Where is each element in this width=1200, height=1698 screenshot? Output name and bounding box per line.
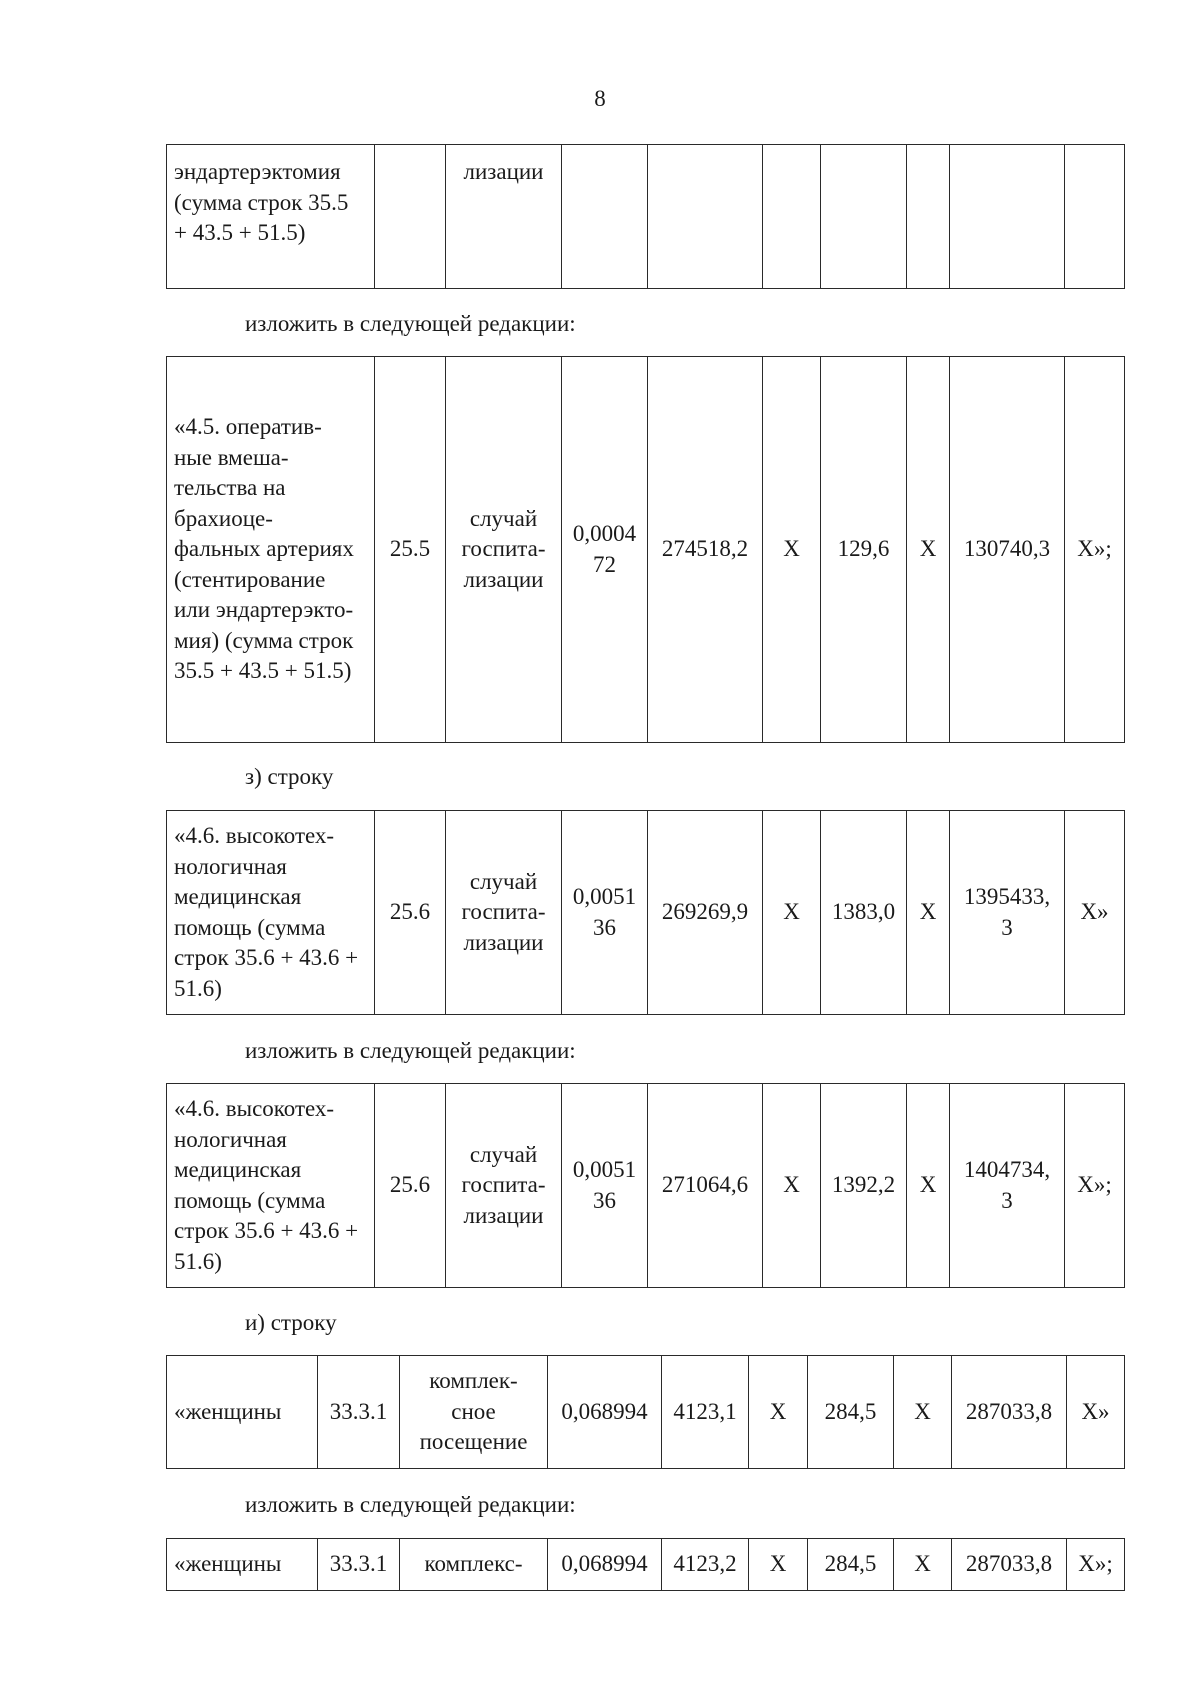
unit-text: комплек-сное посещение	[419, 1368, 528, 1455]
instruction-text: изложить в следующей редакции:	[245, 311, 576, 336]
col7-value: 129,6	[821, 357, 907, 743]
col10-value: X»;	[1065, 357, 1125, 743]
unit-text: случай госпита-лизации	[461, 868, 546, 955]
cost-value: 4123,1	[662, 1356, 749, 1469]
row-name: «4.6. высокотех-нологичная медицинская помощь (сумма строк 35.6 + 43.6 + 51.6)	[174, 1096, 359, 1274]
line-number: 25.5	[375, 357, 446, 743]
row-name-cell	[167, 145, 375, 289]
unit-cell	[446, 357, 562, 743]
norm-cell	[562, 1084, 648, 1288]
instruction-text: и) строку	[245, 1310, 337, 1335]
col10-value: X»;	[1067, 1539, 1125, 1591]
unit-text: комплекс-	[400, 1539, 548, 1591]
row-name-cell	[167, 1084, 375, 1288]
row-name: «4.5. оператив-ные вмеша-тельства на брахиоце-фальных артериях (стентирование или эндартерэкто-мия) (сумма строк 35.5 + 43.5 + 51.5)	[174, 414, 354, 684]
table-row-women-old	[166, 1355, 1125, 1469]
col9-cell	[950, 1084, 1065, 1288]
col9-cell	[950, 811, 1065, 1015]
col6-value: X	[763, 811, 821, 1015]
cost-value: 271064,6	[648, 1084, 763, 1288]
col7-value: 284,5	[808, 1356, 894, 1469]
unit-cell	[446, 811, 562, 1015]
unit-text: случай госпита-лизации	[461, 505, 546, 592]
col8-value: X	[894, 1539, 952, 1591]
table-row-women-new	[166, 1538, 1125, 1591]
unit-text: случай госпита-лизации	[461, 1141, 546, 1228]
col9-value: 1395433, 3	[963, 884, 1051, 940]
instruction-text: з) строку	[245, 764, 334, 789]
table-row-4-6-old	[166, 810, 1125, 1015]
col9-value: 287033,8	[952, 1539, 1067, 1591]
col10-value: X»;	[1065, 1084, 1125, 1288]
col7-cell	[821, 145, 907, 289]
norm-text: 0,0051 36	[572, 884, 637, 940]
cost-value: 269269,9	[648, 811, 763, 1015]
col9-value: 130740,3	[950, 357, 1065, 743]
line-number: 25.6	[375, 1084, 446, 1288]
row-name: «4.6. высокотех-нологичная медицинская помощь (сумма строк 35.6 + 43.6 + 51.6)	[174, 823, 359, 1001]
col10-cell	[1065, 145, 1125, 289]
page-number: 8	[594, 86, 606, 111]
table-row-4-6-new	[166, 1083, 1125, 1288]
col8-value: X	[907, 357, 950, 743]
row-name-cell	[167, 811, 375, 1015]
col10-value: X»	[1065, 811, 1125, 1015]
row-name-cell	[167, 357, 375, 743]
row-name-cell	[167, 1356, 318, 1469]
instruction-text: изложить в следующей редакции:	[245, 1492, 576, 1517]
unit-cell	[446, 145, 562, 289]
norm-value: 0,068994	[548, 1356, 662, 1469]
table-row-4-5-new	[166, 356, 1125, 743]
col9-cell	[950, 145, 1065, 289]
line-cell	[375, 145, 446, 289]
col8-value: X	[894, 1356, 952, 1469]
line-number: 33.3.1	[318, 1356, 400, 1469]
norm-text: 0,0051 36	[572, 1157, 637, 1213]
col10-value: X»	[1067, 1356, 1125, 1469]
cost-value: 4123,2	[662, 1539, 749, 1591]
norm-cell	[562, 811, 648, 1015]
col9-value: 1404734, 3	[963, 1157, 1051, 1213]
col7-value: 1392,2	[821, 1084, 907, 1288]
col7-value: 1383,0	[821, 811, 907, 1015]
unit-cell	[446, 1084, 562, 1288]
col6-value: X	[763, 357, 821, 743]
norm-text: 0,0004 72	[572, 521, 637, 577]
line-number: 33.3.1	[318, 1539, 400, 1591]
unit-cell	[400, 1356, 548, 1469]
norm-value: 0,068994	[548, 1539, 662, 1591]
col6-cell	[763, 145, 821, 289]
norm-cell	[562, 145, 648, 289]
col6-value: X	[749, 1356, 808, 1469]
row-name: «женщины	[174, 1551, 282, 1577]
col7-value: 284,5	[808, 1539, 894, 1591]
col8-cell	[907, 145, 950, 289]
unit-text: лизации	[463, 159, 544, 184]
cost-value: 274518,2	[648, 357, 763, 743]
col9-value: 287033,8	[952, 1356, 1067, 1469]
row-name: эндартерэктомия (сумма строк 35.5 + 43.5 + 51.5)	[174, 159, 349, 245]
row-name-cell	[167, 1539, 318, 1591]
col8-value: X	[907, 1084, 950, 1288]
row-name: «женщины	[174, 1398, 282, 1424]
cost-cell	[648, 145, 763, 289]
norm-cell	[562, 357, 648, 743]
col6-value: X	[763, 1084, 821, 1288]
col8-value: X	[907, 811, 950, 1015]
col6-value: X	[749, 1539, 808, 1591]
instruction-text: изложить в следующей редакции:	[245, 1038, 576, 1063]
table-continuation	[166, 144, 1125, 289]
line-number: 25.6	[375, 811, 446, 1015]
